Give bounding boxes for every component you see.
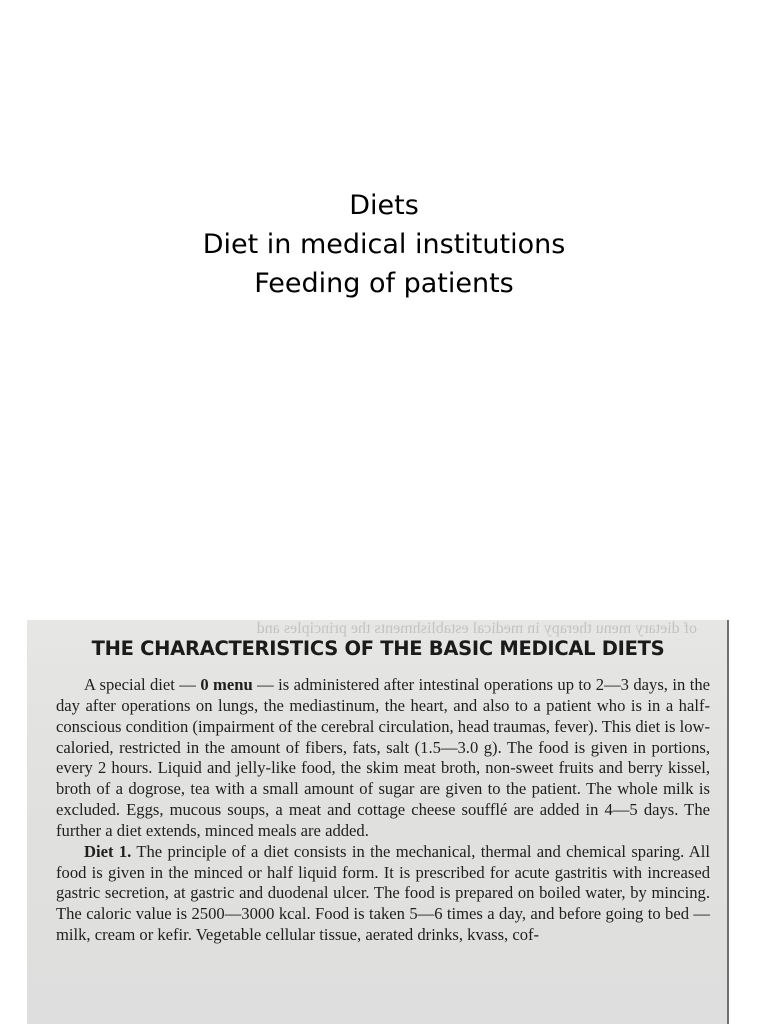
- paragraph-zero-menu: [56, 675, 710, 842]
- title-line-diets: Diets: [349, 190, 419, 221]
- title-line-feeding-patients: Feeding of patients: [254, 268, 514, 299]
- title-line-medical-institutions: Diet in medical institutions: [202, 229, 566, 260]
- paragraph-diet-1: [56, 842, 710, 946]
- scan-body-text: [56, 675, 710, 946]
- p1-bold-zero-menu: 0 menu: [200, 675, 253, 694]
- scanned-book-page: [27, 620, 729, 1024]
- slide-title: [0, 186, 768, 303]
- p1-before: A special diet —: [84, 675, 201, 694]
- p2-after: The principle of a diet consists in the mechanical, thermal and chemical sparing. All food is given in the minced or half liquid form. It is prescribed for acute gastritis with increased gastric secretion, at gastric and duodenal ulcer. The food is prepared on boiled water, by mincing. The caloric value is 2500—3000 kcal. Food is taken 5—6 times a day, and before going to bed — milk, cream or kefir. Vegetable cellular tissue, aerated drinks, kvass, cof-: [56, 841, 710, 945]
- scan-heading: THE CHARACTERISTICS OF THE BASIC MEDICAL DIETS: [91, 637, 665, 660]
- p1-after: — is administered after intestinal operations up to 2—3 days, in the day after operations on lungs, the mediastinum, the heart, and also to a patient who is in a half-conscious condition (impairment of the cerebral circulation, head traumas, fever). This diet is low-caloried, restricted in the amount of fibers, fats, salt (1.5—3.0 g). The food is given in portions, every 2 hours. Liquid and jelly-like food, the skim meat broth, non-sweet fruits and berry kissel, broth of a dogrose, tea with a small amount of sugar are given to the patient. The whole milk is excluded. Eggs, mucous soups, a meat and cottage cheese soufflé are added in 4—5 days. The further a diet extends, minced meals are added.: [56, 675, 711, 840]
- show-through-text: of dietary menu therapy in medical establishments the principles and: [256, 620, 697, 637]
- p2-bold-diet-1: Diet 1.: [84, 841, 132, 861]
